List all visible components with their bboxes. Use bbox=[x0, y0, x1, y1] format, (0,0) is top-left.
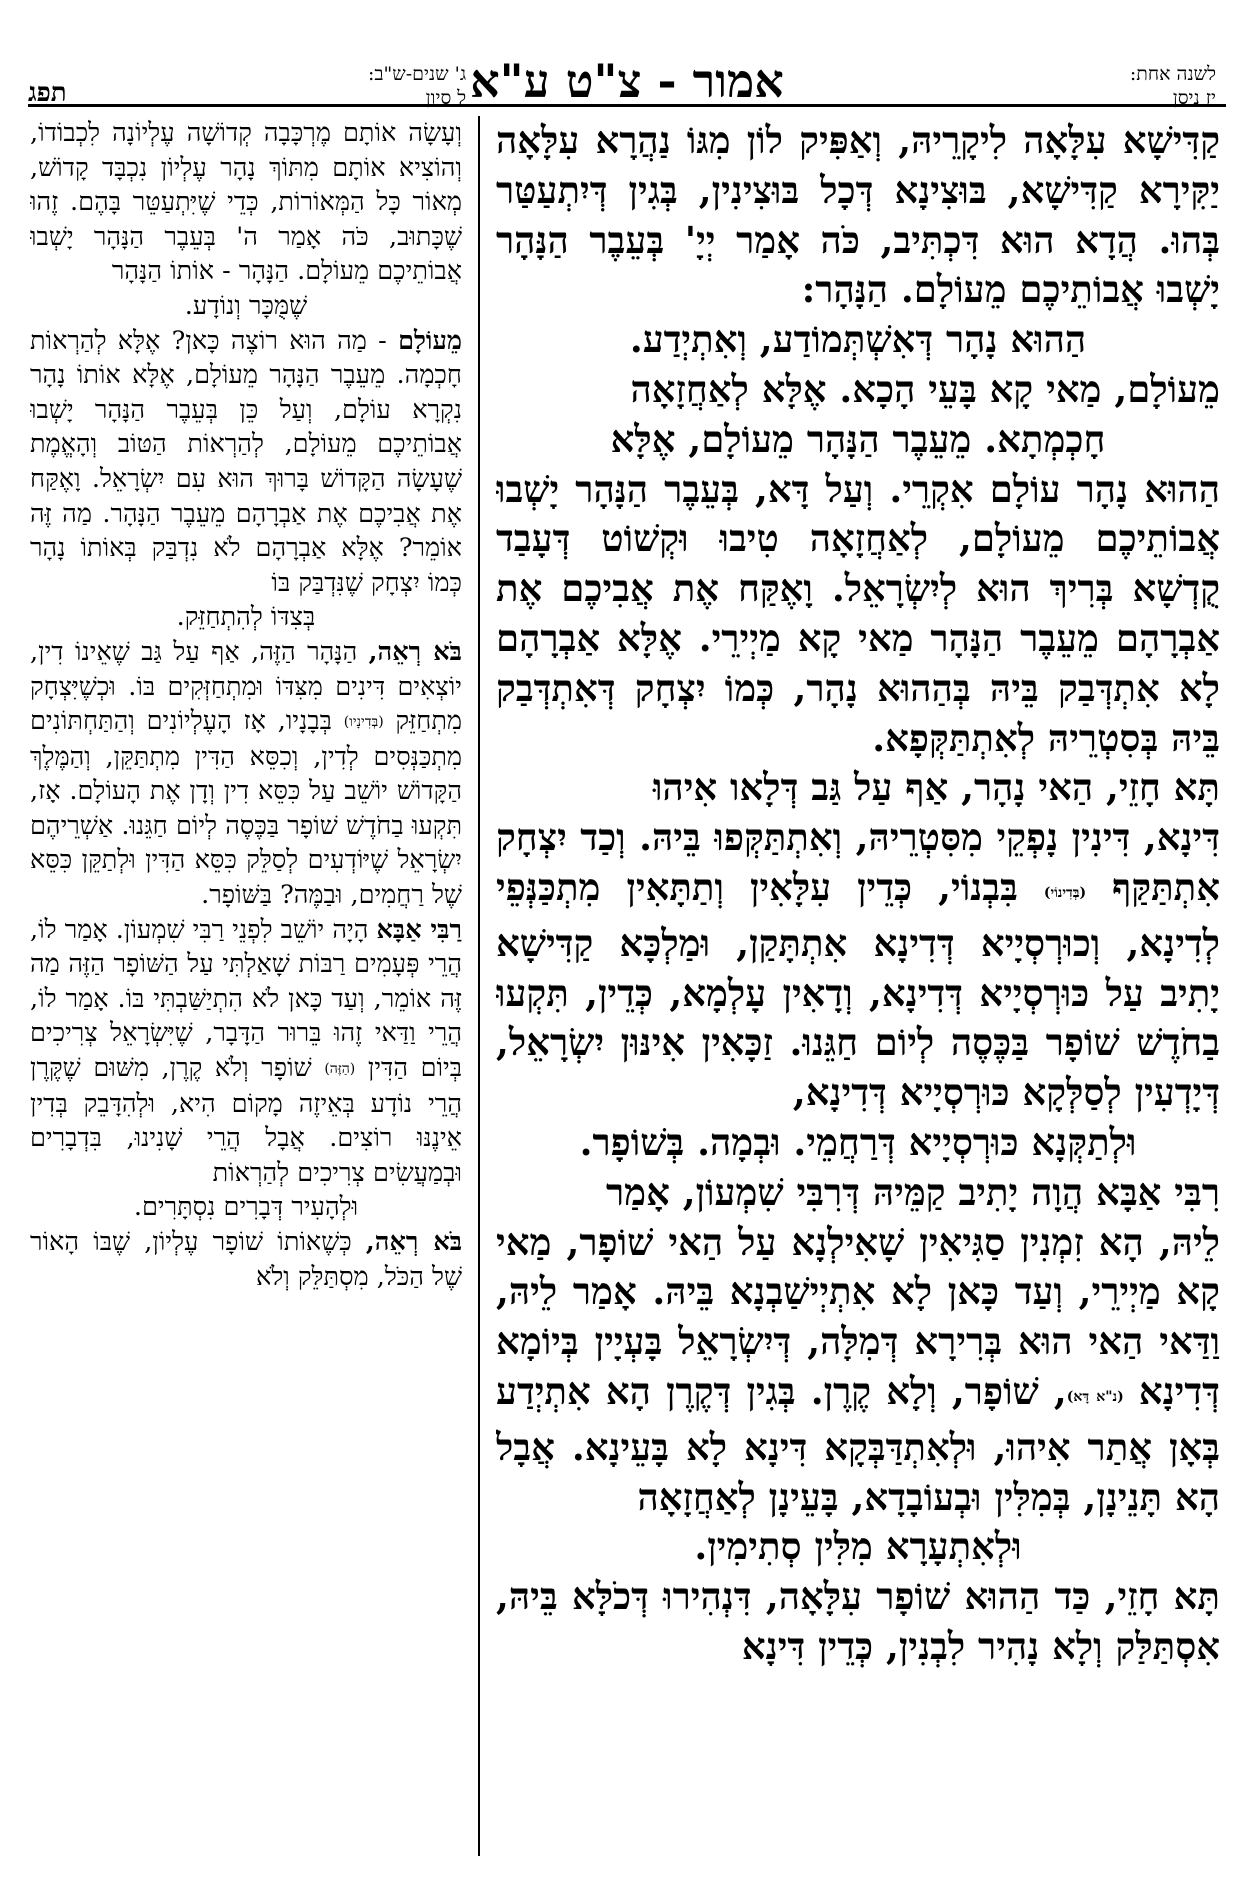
side-text-segment: שׁוֹפָר וְלֹא קֶרֶן, מִשּׁוּם שֶׁקֶּרֶן הֲרֵי נוֹדָע בְּאֵיזֶה מָקוֹם הִיא, וּלְהִדָּבֵק בְּדִין אֵינֶנּוּ רוֹצִים. אֲבָל הֲרֵי שָׁנִינוּ, בִּדְבָרִים וּבְמַעֲשִׂים צְרִיכִים לְהַרְאוֹת bbox=[30, 1053, 462, 1188]
header-schedule-three-years bbox=[368, 62, 466, 110]
variant-note: (בְּדִינוֹי) bbox=[1043, 884, 1087, 901]
main-centered-line bbox=[496, 315, 1220, 365]
side-text-segment: בְּצִדּוֹ לְהִתְחַזֵּק. bbox=[176, 602, 316, 633]
main-text-segment: וּלְתַקְּנָא כּוּרְסְיָיא דְּרַחֲמֵי. וּבְמָה. בְּשׁוֹפָר. bbox=[579, 1119, 1137, 1164]
page-title: אמור - צ"ט ע"א bbox=[470, 54, 784, 108]
main-paragraph bbox=[496, 1168, 1220, 1218]
side-paragraph bbox=[30, 116, 462, 289]
paragraph-lead-word: מֵעוֹלָם bbox=[398, 325, 462, 356]
side-text-segment: - מַה הוּא רוֹצֶה כָּאן? אֶלָּא לְהַרְאוֹת חָכְמָה. מֵעֵבֶר הַנָּהָר מֵעוֹלָם, אֶלָּא אוֹתוֹ נָהָר נִקְרָא עוֹלָם, וְעַל כֵּן בְּעֵבֶר הַנָּהָר יָשְׁבוּ אֲבוֹתֵיכֶם מֵעוֹלָם, לְהַרְאוֹת הַטּוֹב וְהָאֱמֶת שֶׁעָשָׂה הַקָּדוֹשׁ בָּרוּךְ הוּא עִם יִשְׂרָאֵל. וָאֶקַּח אֶת אֲבִיכֶם אֶת אַבְרָהָם מֵעֵבֶר הַנָּהָר. מַה זֶּה אוֹמֵר? אֶלָּא אַבְרָהָם לֹא נִדְבַּק בְּאוֹתוֹ נָהָר כְּמוֹ יִצְחָק שֶׁנִּדְבַּק בּוֹ bbox=[30, 325, 462, 598]
side-text-segment: כְּשֶׁאוֹתוֹ שׁוֹפָר עֶלְיוֹן, שֶׁבּוֹ הָאוֹר שֶׁל הַכֹּל, מִסְתַּלֵּק וְלֹא bbox=[30, 1227, 462, 1292]
paragraph-lead-word: תָּא חָזֵי, bbox=[1106, 765, 1220, 810]
variant-note: (נ"א דָּא) bbox=[1066, 1388, 1124, 1405]
variant-note: (הַזֶּה) bbox=[324, 1061, 356, 1078]
main-paragraph bbox=[496, 365, 1220, 415]
main-text-segment: הַאי נָהָר, אַף עַל גַּב דְּלָאו אִיהוּ bbox=[652, 765, 1106, 810]
main-paragraph bbox=[496, 116, 1220, 315]
main-text-segment: לֵיהּ, הָא זִמְנִין סַגִּיאִין שָׁאִילְנָא עַל הַאי שׁוֹפָר, מַאי קָא מַיְירֵי, וְעַד כָּאן לָא אִתְיְישַׁבְנָא בֵּיהּ. אָמַר לֵיהּ, וַדַּאי הַאי הוּא בְּרִירָא דְּמִלָּה, דְּיִשְׂרָאֵל בָּעְיָין בְּיוֹמָא דְּדִינָא bbox=[496, 1219, 1220, 1413]
paragraph-lead-word: רַבִּי אַבָּא bbox=[376, 914, 462, 945]
main-text-segment: חָכְמְתָא. מֵעֵבֶר הַנָּהָר מֵעוֹלָם, אֶלָּא bbox=[610, 416, 1106, 461]
main-centered-line bbox=[496, 415, 1220, 465]
main-paragraph bbox=[496, 813, 1220, 1118]
header-one-year-label: לשנה אחת: bbox=[1129, 63, 1216, 85]
main-text-segment: הַהוּא נָהָר דְּאִשְׁתְּמוֹדַע, וְאִתְיְדַע. bbox=[629, 317, 1087, 362]
main-column-aramaic bbox=[496, 116, 1220, 1856]
side-paragraph bbox=[30, 324, 462, 601]
text-columns bbox=[28, 116, 1226, 1856]
page-number: תפג bbox=[28, 78, 67, 108]
side-centered-line bbox=[30, 1190, 462, 1225]
side-text-segment: וּלְהָעִיר דְּבָרִים נִסְתָּרִים. bbox=[133, 1192, 359, 1223]
side-text-segment: הַנָּהָר הַזֶּה, אַף עַל גַּב שֶׁאֵינוֹ דִין, יוֹצְאִים דִּינִים מִצִּדּוֹ וּמִתְחַזְּקִים בּוֹ. וּכְשֶׁיִּצְחָק מִתְחַזֵּק bbox=[30, 636, 462, 737]
main-paragraph bbox=[496, 1572, 1220, 1672]
side-centered-line bbox=[30, 600, 462, 635]
main-text-segment: דִּינָא, דִּינִין נָפְקֵי מִסִּטְרֵיהּ, וְאִתְתַּקְּפוּ בֵּיהּ. וְכַד יִצְחָק אִתְתַּקַּף bbox=[496, 815, 1220, 909]
side-paragraph bbox=[30, 1225, 462, 1294]
main-paragraph bbox=[496, 763, 1220, 813]
header-schedule-one-year bbox=[1130, 62, 1216, 110]
main-text-segment: מַאי קָא בָּעֵי הָכָא. אֶלָּא לְאַחֲזָאָה bbox=[630, 366, 1115, 411]
paragraph-lead-word: בֹּא רְאֵה, bbox=[365, 1227, 462, 1257]
main-paragraph bbox=[496, 1218, 1220, 1523]
main-text-segment: וּלְאִתְעָרָא מִלִּין סְתִימִין. bbox=[694, 1524, 1022, 1569]
header-three-years-date: ל סיון bbox=[425, 87, 467, 109]
main-text-segment: קַדִּישָׁא עִלָּאָה לִיקָרֵיהּ, וְאַפִּיק לוֹן מִגּוֹ נַהֲרָא עִלָּאָה יַקִּירָא קַדִּישָׁא, בּוּצִינָא דְּכָל בּוּצִינִין, בְּגִין דְּיִתְעַטַּר בְּהוּ. הֲדָא הוּא דִּכְתִּיב, כֹּה אָמַר יְיָ' בְּעֵבֶר הַנָּהָר יָשְׁבוּ אֲבוֹתֵיכֶם מֵעוֹלָם. הַנָּהָר: bbox=[496, 118, 1220, 312]
side-paragraph bbox=[30, 635, 462, 913]
main-centered-line bbox=[496, 1118, 1220, 1168]
paragraph-lead-word: בֹּא רְאֵה, bbox=[368, 636, 462, 667]
page bbox=[28, 12, 1226, 1872]
main-paragraph bbox=[496, 465, 1220, 764]
side-text-segment: בְּבָנָיו, אָז הָעֶלְיוֹנִים וְהַתַּחְתּוֹנִים מִתְכַּנְּסִים לְדִין, וְכִסֵּא הַדִּין מִתְתַּקֵּן, וְהַמֶּלֶךְ הַקָּדוֹשׁ יוֹשֵׁב עַל כִּסֵּא דִין וְדָן אֶת הָעוֹלָם. אָז, תִּקְעוּ בַחֹדֶשׁ שׁוֹפָר בַּכֶּסֶה לְיוֹם חַגֵּנוּ. אַשְׁרֵיהֶם יִשְׂרָאֵל שֶׁיּוֹדְעִים לְסַלֵּק כִּסֵּא הַדִּין וּלְתַקֵּן כִּסֵּא שֶׁל רַחֲמִים, וּבַמֶּה? בַּשּׁוֹפָר. bbox=[30, 706, 462, 911]
paragraph-lead-word: מֵעוֹלָם, bbox=[1114, 366, 1220, 411]
side-paragraph bbox=[30, 913, 462, 1191]
paragraph-lead-word: תָּא חָזֵי, bbox=[1104, 1574, 1220, 1619]
main-centered-line bbox=[496, 1522, 1220, 1572]
header-one-year-date: יז ניסן bbox=[1172, 87, 1216, 109]
side-text-segment: הָיָה יוֹשֵׁב לִפְנֵי רַבִּי שִׁמְעוֹן. אָמַר לוֹ, הֲרֵי פְּעָמִים רַבּוֹת שָׁאַלְתִּי עַל הַשּׁוֹפָר הַזֶּה מַה זֶּה אוֹמֵר, וְעַד כָּאן לֹא הִתְיַשַּׁבְתִּי בּוֹ. אָמַר לוֹ, הֲרֵי וַדַּאי זֶהוּ בֵּרוּר הַדָּבָר, שֶׁיִּשְׂרָאֵל צְרִיכִים בְּיוֹם הַדִּין bbox=[30, 914, 462, 1084]
main-text-segment: , שׁוֹפָר, וְלָא קֶרֶן. בְּגִין דְּקֶרֶן הָא אִתְיְדַע בְּאָן אֲתַר אִיהוּ, וּלְאִתְדַּבְּקָא דִּינָא לָא בָּעֵינָא. אֲבָל הָא תָּנֵינָן, בְּמִלִּין וּבְעוֹבָדָא, בָּעֵינָן לְאַחֲזָאָה bbox=[496, 1368, 1220, 1519]
main-text-segment: הַהוּא נָהָר עוֹלָם אִקְרֵי. וְעַל דָּא, בְּעֵבֶר הַנָּהָר יָשְׁבוּ אֲבוֹתֵיכֶם מֵעוֹלָם, לְאַחֲזָאָה טִיבוּ וּקְשׁוֹט דְּעָבַד קֻדְשָׁא בְּרִיךְ הוּא לְיִשְׂרָאֵל. וָאֶקַּח אֶת אֲבִיכֶם אֶת אַבְרָהָם מֵעֵבֶר הַנָּהָר מַאי קָא מַיְירֵי. אֶלָּא אַבְרָהָם לָא אִתְדְּבַק בֵּיהּ בְּהַהוּא נָהָר, כְּמוֹ יִצְחָק דְּאִתְדְּבַק בֵּיהּ בְּסִטְרֵיהּ לְאִתְתַּקְּפָא. bbox=[496, 466, 1220, 760]
side-text-segment: שֶׁמֻּכָּר וְנוֹדָע. bbox=[184, 290, 308, 321]
page-header bbox=[28, 12, 1226, 107]
side-column-translation bbox=[30, 116, 462, 1856]
paragraph-lead-word: רִבִּי אַבָּא bbox=[1096, 1169, 1220, 1214]
main-text-segment: בִּבְנוֹי, כְּדֵין עִלָּאִין וְתַתָּאִין מִתְכַּנְּפֵי לְדִינָא, וְכוּרְסְיָיא דְּדִינָא אִתְתָּקַן, וּמַלְכָּא קַדִּישָׁא יָתִיב עַל כּוּרְסְיָיא דְּדִינָא, וְדָאִין עָלְמָא, כְּדֵין, תִּקְעוּ בַחֹדֶשׁ שׁוֹפָר בַּכֶּסֶה לְיוֹם חַגֵּנוּ. זַכָּאִין אִינּוּן יִשְׂרָאֵל, דְּיָדְעִין לְסַלְּקָא כּוּרְסְיָיא דְּדִינָא, bbox=[496, 864, 1220, 1115]
variant-note: (בְּדִינָיו) bbox=[343, 714, 384, 731]
header-three-years-label: ג' שנים-ש"ב: bbox=[368, 63, 467, 85]
main-text-segment: כַּד הַהוּא שׁוֹפָר עִלָּאָה, דִּנְהִירוּ דְּכֹלָּא בֵּיהּ, אִסְתַּלַּק וְלָא נָהִיר לִבְנִין, כְּדֵין דִּינָא bbox=[496, 1574, 1220, 1668]
side-centered-line bbox=[30, 289, 462, 324]
main-text-segment: הֲוָה יָתִיב קַמֵּיהּ דְּרִבִּי שִׁמְעוֹן, אָמַר bbox=[606, 1169, 1097, 1214]
column-divider bbox=[478, 116, 480, 1856]
side-text-segment: וְעָשָׂה אוֹתָם מֶרְכָּבָה קְדוֹשָׁה עֶלְיוֹנָה לִכְבוֹדוֹ, וְהוֹצִיא אוֹתָם מִתּוֹךְ נָהָר עֶלְיוֹן נִכְבָּד קָדוֹשׁ, מְאוֹר כָּל הַמְּאוֹרוֹת, כְּדֵי שֶׁיִּתְעַטֵּר בָּהֶם. זֶהוּ שֶׁכָּתוּב, כֹּה אָמַר ה' בְּעֵבֶר הַנָּהָר יָשְׁבוּ אֲבוֹתֵיכֶם מֵעוֹלָם. הַנָּהָר - אוֹתוֹ הַנָּהָר bbox=[30, 118, 462, 287]
